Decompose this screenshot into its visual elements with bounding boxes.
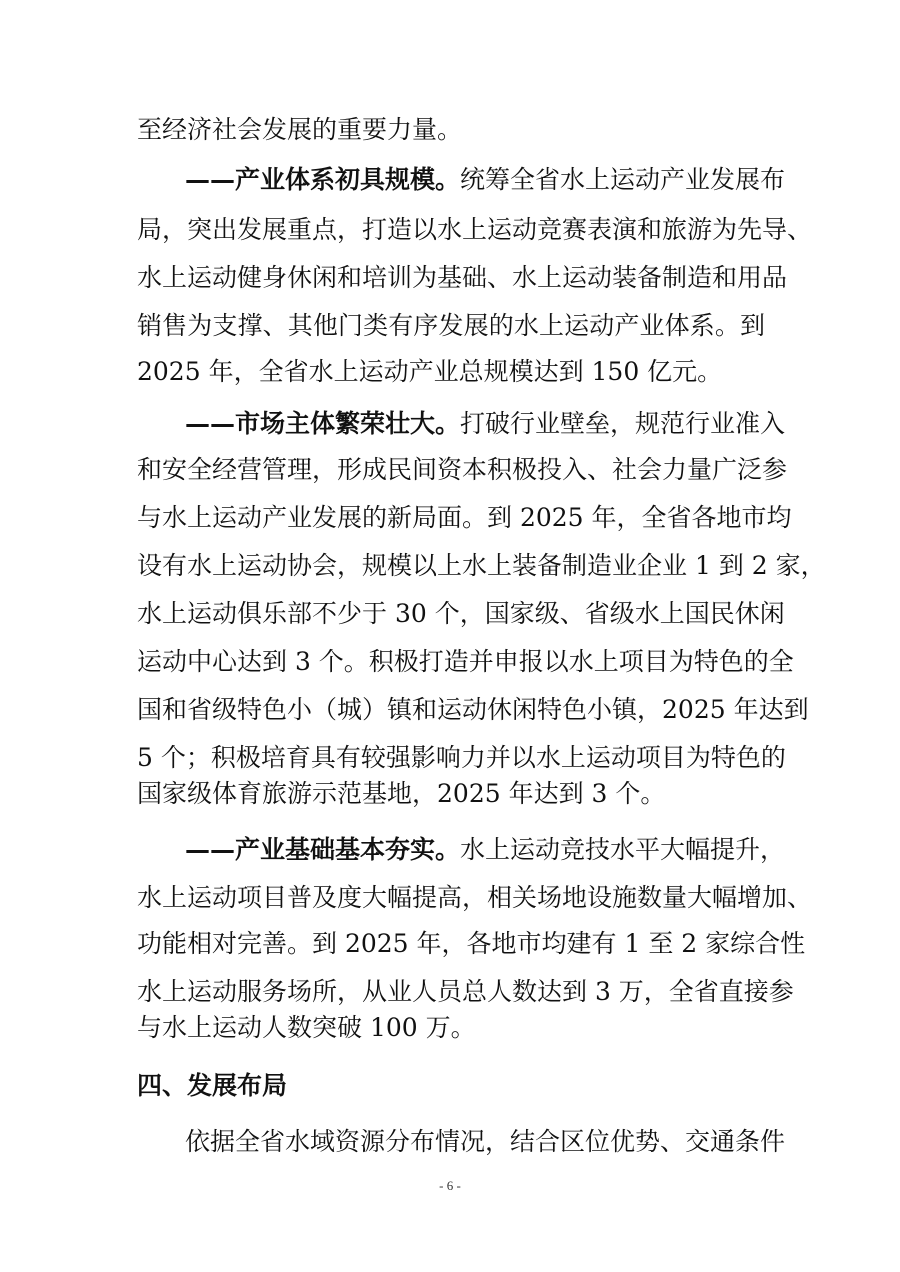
- line-text: 水上运动项目普及度大幅提高，相关场地设施数量大幅增加、: [137, 883, 813, 912]
- line-text: 设有水上运动协会，规模以上水上装备制造业企业 1 到 2 家，: [137, 551, 826, 580]
- text-line: [137, 108, 462, 152]
- text-line: [137, 256, 788, 300]
- text-line: [137, 688, 809, 732]
- line-text: 运动中心达到 3 个。积极打造并申报以水上项目为特色的全: [137, 647, 794, 676]
- text-line: [137, 876, 813, 920]
- line-text: 与水上运动产业发展的新局面。到 2025 年，全省各地市均: [137, 503, 792, 532]
- line-text: 依据全省水域资源分布情况，结合区位优势、交通条件: [185, 1127, 786, 1156]
- line-text: 2025 年，全省水上运动产业总规模达到 150 亿元。: [137, 357, 723, 386]
- text-line: [137, 448, 788, 492]
- text-line: [137, 640, 794, 684]
- line-emphasis: ——市场主体繁荣壮大。: [185, 409, 461, 438]
- line-text: 水上运动俱乐部不少于 30 个，国家级、省级水上国民休闲: [137, 599, 785, 628]
- line-text: 局，突出发展重点，打造以水上运动竞赛表演和旅游为先导、: [137, 215, 813, 244]
- text-line: [185, 1120, 786, 1164]
- line-text: 国家级体育旅游示范基地，2025 年达到 3 个。: [137, 779, 666, 808]
- line-text: 水上运动竞技水平大幅提升，: [460, 835, 786, 864]
- text-line: [137, 772, 665, 816]
- line-emphasis: ——产业体系初具规模。: [185, 165, 461, 194]
- text-line: [185, 158, 786, 202]
- page-number: - 6 -: [439, 1178, 461, 1193]
- text-line: [185, 402, 786, 446]
- text-line: [137, 304, 765, 348]
- line-text: 水上运动服务场所，从业人员总人数达到 3 万，全省直接参: [137, 977, 794, 1006]
- text-line: [137, 208, 813, 252]
- text-line: [185, 828, 786, 872]
- text-line: [137, 922, 806, 966]
- line-text: 5 个；积极培育具有较强影响力并以水上运动项目为特色的: [137, 743, 786, 772]
- line-text: 与水上运动人数突破 100 万。: [137, 1013, 476, 1042]
- line-emphasis: ——产业基础基本夯实。: [185, 835, 461, 864]
- line-text: 销售为支撑、其他门类有序发展的水上运动产业体系。到: [137, 311, 765, 340]
- text-line: [137, 1006, 476, 1050]
- line-text: 打破行业壁垒，规范行业准入: [460, 409, 786, 438]
- line-text: 和安全经营管理，形成民间资本积极投入、社会力量广泛参: [137, 455, 788, 484]
- line-text: 水上运动健身休闲和培训为基础、水上运动装备制造和用品: [137, 263, 788, 292]
- line-text: 功能相对完善。到 2025 年，各地市均建有 1 至 2 家综合性: [137, 929, 806, 958]
- text-line: [137, 592, 785, 636]
- text-line: [137, 544, 826, 588]
- text-line: [137, 496, 792, 540]
- line-text: 至经济社会发展的重要力量。: [137, 115, 463, 144]
- section-heading: 四、发展布局: [137, 1071, 288, 1100]
- line-text: 统筹全省水上运动产业发展布: [460, 165, 786, 194]
- line-text: 国和省级特色小（城）镇和运动休闲特色小镇，2025 年达到: [137, 695, 809, 724]
- text-line: [137, 350, 722, 394]
